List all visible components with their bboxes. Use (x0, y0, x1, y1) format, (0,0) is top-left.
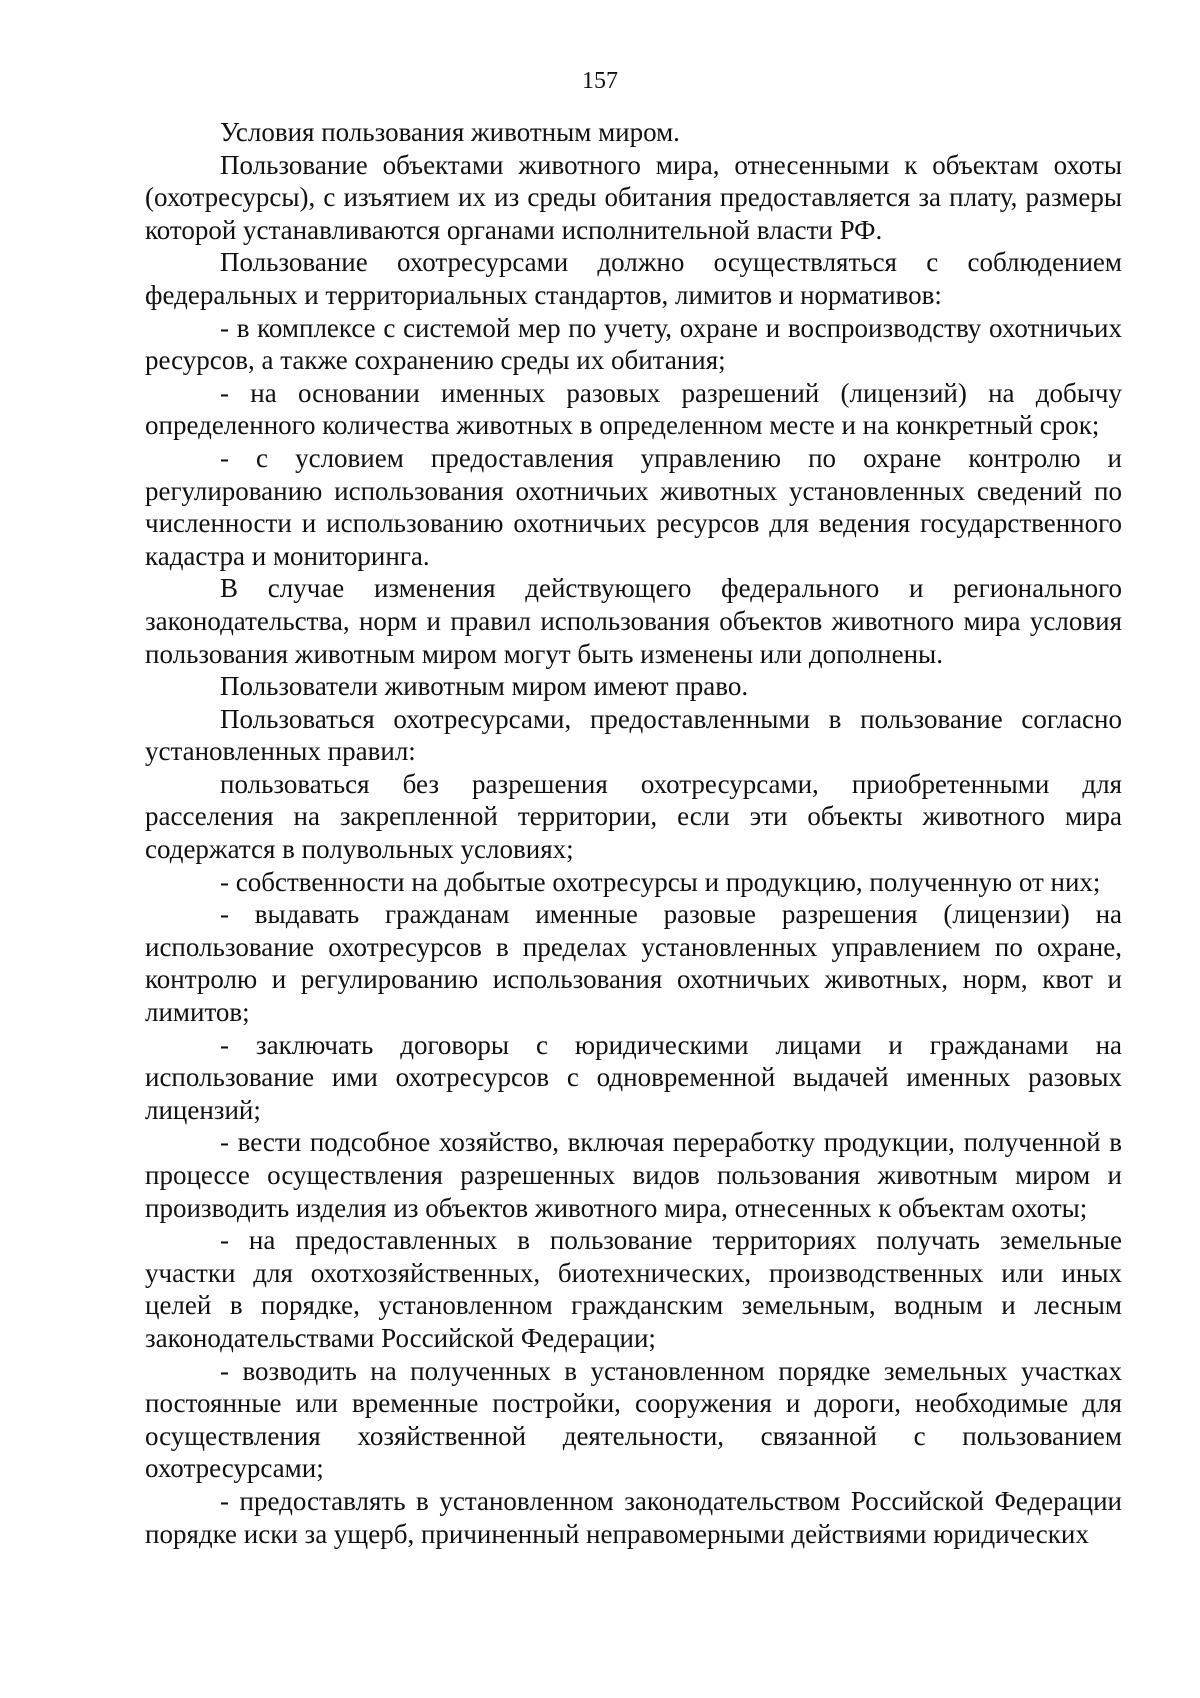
paragraph: Пользование охотресурсами должно осуществляться с соблюдением федеральных и территориальных стандартов, лимитов и нормативов: (145, 247, 1122, 310)
list-item: пользоваться без разрешения охотресурсами, приобретенными для расселения на закрепленной территории, если эти объекты животного мира содержатся в полувольных условиях; (145, 768, 1122, 865)
document-body (145, 116, 1122, 1550)
paragraph: Условия пользования животным миром. (220, 117, 680, 147)
paragraph: Пользователи животным миром имеют право. (220, 671, 749, 702)
list-item: - на предоставленных в пользование территориях получать земельные участки для охотхозяйственных, биотехнических, производственных или иных целей в порядке, установленном гражданским земельным, водным и лесным законодательствами Российской Федерации; (145, 1225, 1122, 1353)
paragraph: Пользование объектами животного мира, отнесенными к объектам охоты (охотресурсы), с изъятием их из среды обитания предоставляется за плату, размеры которой устанавливаются органами исполнительной власти РФ. (145, 149, 1122, 245)
page-number: 157 (582, 68, 618, 94)
list-item: - с условием предоставления управлению по охране контролю и регулированию использования охотничьих животных установленных сведений по численности и использованию охотничьих ресурсов для ведения государственного кадастра и мониторинга. (145, 442, 1122, 571)
list-item: - возводить на полученных в установленном порядке земельных участках постоянные или временные постройки, сооружения и дороги, необходимые для осуществления хозяйственной деятельности, связанной с пользованием охотресурсами; (145, 1355, 1122, 1484)
list-item: - выдавать гражданам именные разовые разрешения (лицензии) на использование охотресурсов в пределах установленных управлением по охране, контролю и регулированию использования охотничьих животных, норм, квот и лимитов; (145, 899, 1122, 1028)
list-item: - собственности на добытые охотресурсы и продукцию, полученную от них; (220, 866, 1101, 897)
list-item: - заключать договоры с юридическими лицами и гражданами на использование ими охотресурсов с одновременной выдачей именных разовых лицензий; (145, 1029, 1122, 1125)
list-item: - на основании именных разовых разрешений (лицензий) на добычу определенного количества животных в определенном месте и на конкретный срок; (145, 377, 1122, 441)
list-item: - предоставлять в установленном законодательством Российской Федерации порядке иски за ущерб, причиненный неправомерными действиями юридических (145, 1485, 1122, 1549)
paragraph: Пользоваться охотресурсами, предоставленными в пользование согласно установленных правил: (145, 703, 1122, 767)
paragraph: В случае изменения действующего федерального и регионального законодательства, норм и правил использования объектов животного мира условия пользования животным миром могут быть изменены или дополнены. (145, 573, 1122, 669)
list-item: - вести подсобное хозяйство, включая переработку продукции, полученной в процессе осуществления разрешенных видов пользования животным миром и производить изделия из объектов животного мира, отнесенных к объектам охоты; (145, 1127, 1122, 1223)
list-item: - в комплексе с системой мер по учету, охране и воспроизводству охотничьих ресурсов, а также сохранению среды их обитания; (145, 312, 1122, 376)
